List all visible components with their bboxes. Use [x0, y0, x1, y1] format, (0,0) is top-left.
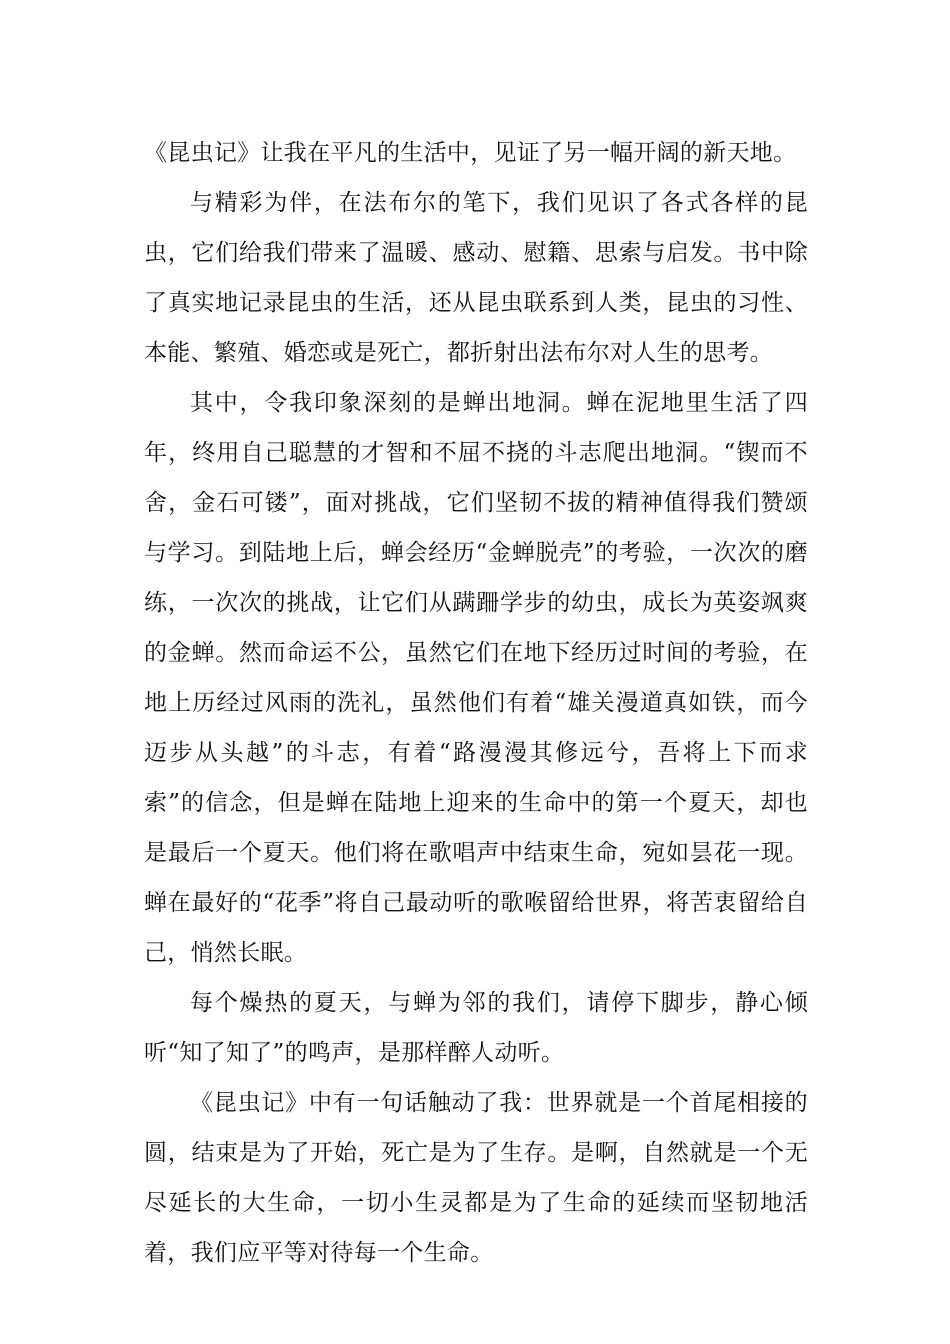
paragraph-4: 每个燥热的夏天，与蝉为邻的我们，请停下脚步，静心倾听“知了知了”的鸣声，是那样醉人动听。	[144, 990, 808, 1066]
paragraph-3: 其中，令我印象深刻的是蝉出地洞。蝉在泥地里生活了四年，终用自己聪慧的才智和不屈不挠的斗志爬出地洞。“锲而不舍，金石可镂”，面对挑战，它们坚韧不拔的精神值得我们赞颂与学习。到陆地上后，蝉会经历“金蝉脱壳”的考验，一次次的磨练，一次次的挑战，让它们从蹒跚学步的幼虫，成长为英姿飒爽的金蝉。然而命运不公，虽然它们在地下经历过时间的考验，在地上历经过风雨的洗礼，虽然他们有着“雄关漫道真如铁，而今迈步从头越”的斗志，有着“路漫漫其修远兮，吾将上下而求索”的信念，但是蝉在陆地上迎来的生命中的第一个夏天，却也是最后一个夏天。他们将在歌唱声中结束生命，宛如昙花一现。蝉在最好的“花季”将自己最动听的歌喉留给世界，将苦衷留给自己，悄然长眠。	[144, 390, 808, 966]
paragraph-5: 《昆虫记》中有一句话触动了我：世界就是一个首尾相接的圆，结束是为了开始，死亡是为了生存。是啊，自然就是一个无尽延长的大生命，一切小生灵都是为了生命的延续而坚韧地活着，我们应平等对待每一个生命。	[144, 1090, 808, 1266]
paragraph-2: 与精彩为伴，在法布尔的笔下，我们见识了各式各样的昆虫，它们给我们带来了温暖、感动、慰籍、思索与启发。书中除了真实地记录昆虫的生活，还从昆虫联系到人类，昆虫的习性、本能、繁殖、婚恋或是死亡，都折射出法布尔对人生的思考。	[144, 190, 808, 366]
paragraph-1: 《昆虫记》让我在平凡的生活中，见证了另一幅开阔的新天地。	[144, 140, 797, 166]
document-body	[144, 128, 808, 1278]
